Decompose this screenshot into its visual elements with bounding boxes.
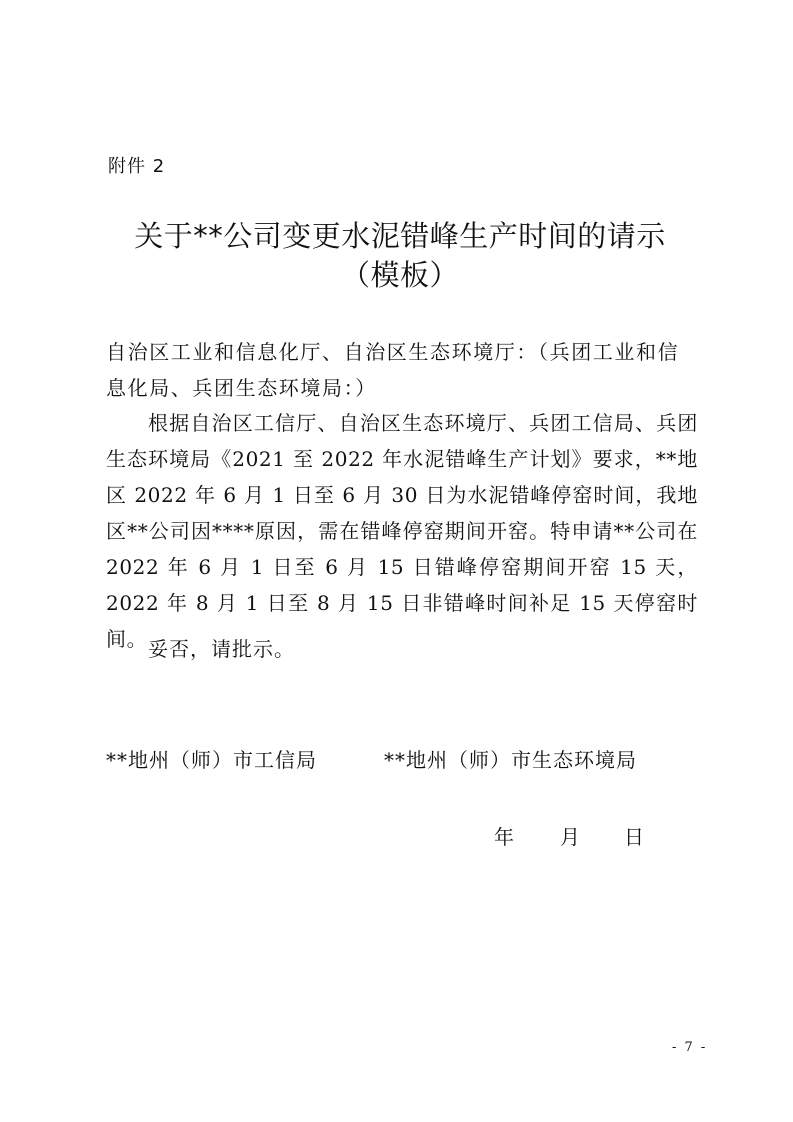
closing-remark: 妥否，请批示。 [148,637,295,661]
signature-right: **地州（师）市生态环境局 [384,748,637,772]
document-title: 关于**公司变更水泥错峰生产时间的请示 [134,219,666,253]
attachment-label: 附件 2 [108,156,166,177]
document-subtitle: （模板） [340,258,459,292]
page-number: - 7 - [672,1040,708,1055]
addressee: 自治区工业和信息化厅、自治区生态环境厅：（兵团工业和信息化局、兵团生态环境局：） [106,340,680,400]
body-paragraph: 根据自治区工信厅、自治区生态环境厅、兵团工信局、兵团生态环境局《2021 至 2022 年水泥错峰生产计划》要求，**地区 2022 年 6 月 1 日至 6 月 30 日为水泥错峰停窑时间，我地区**公司因****原因，需在错峰停窑期间开窑。特申请**公司在 2022 年 6 月 1 日至 6 月 15 日错峰停窑期间开窑 15 天，2022 年 8 月 1 日至 8 月 15 日非错峰时间补足 15 天停窑时间。 [106,411,698,651]
date-month: 月 [560,825,580,849]
date-year: 年 [494,825,514,849]
date-day: 日 [624,825,644,849]
signature-left: **地州（师）市工信局 [106,748,317,772]
